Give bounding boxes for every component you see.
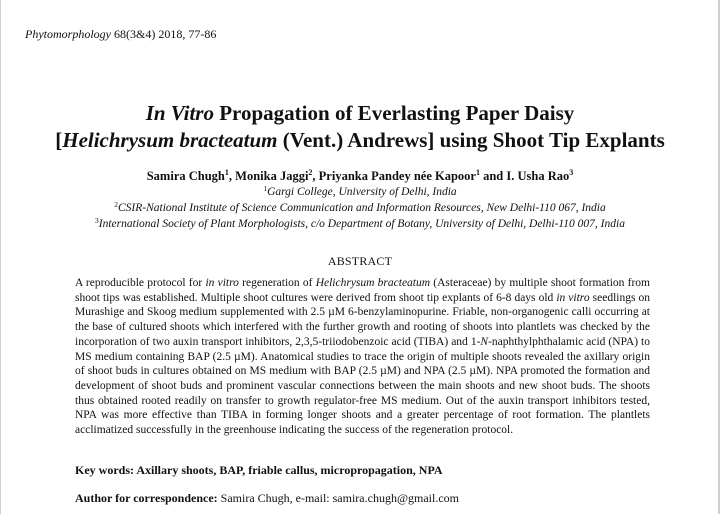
affiliation-mark: 1: [263, 184, 268, 193]
author-affiliation-mark: 2: [308, 168, 313, 177]
title-line-1: [0, 100, 720, 127]
journal-citation: [25, 27, 216, 42]
abstract-italic-term: Helichrysum bracteatum: [315, 277, 431, 289]
title-species: Helichrysum bracteatum: [62, 128, 278, 152]
affiliation-mark: 3: [95, 216, 99, 225]
author: I. Usha Rao: [506, 169, 570, 183]
correspondence: [75, 491, 459, 506]
affiliation-text: International Society of Plant Morphologists, c/o Department of Botany, University of Delhi, Delhi-110 007, India: [98, 218, 625, 230]
author: Monika Jaggi: [235, 169, 309, 183]
journal-name: Phytomorphology: [25, 27, 111, 41]
abstract-italic-term: in vitro: [205, 277, 239, 289]
author: Priyanka Pandey née Kapoor: [318, 169, 476, 183]
title-line-2: [0, 127, 720, 154]
author-affiliation-mark: 3: [569, 168, 574, 177]
paper-title: [0, 100, 720, 154]
correspondence-text: Samira Chugh, e-mail: samira.chugh@gmail.com: [217, 491, 459, 505]
correspondence-label: Author for correspondence:: [75, 491, 218, 505]
author-list: [0, 168, 720, 184]
abstract-italic-term: in vitro: [556, 291, 590, 304]
abstract-text: seedlings on Murashige and Skoog medium supplemented with 2.5 µM 6-benzylaminopurine. Friable, non-organogenic calli occurring at the base of cultured shoots which interfered with the further growth and rooting of shoots into plantlets was checked by the incorporation of two auxin transport inhibitors, 2,3,5-triiodobenzoic acid (TIBA) and 1-: [75, 291, 650, 348]
affiliation-2: [0, 200, 720, 214]
author: Samira Chugh: [146, 169, 225, 183]
affiliation-3: [0, 216, 720, 230]
abstract-italic-term: N: [480, 335, 489, 348]
affiliation-text: Gargi College, University of Delhi, India: [267, 186, 457, 198]
title-in-vitro: In Vitro: [145, 101, 214, 125]
title-line1-rest: Propagation of Everlasting Paper Daisy: [213, 101, 575, 125]
title-line2-rest: (Vent.) Andrews] using Shoot Tip Explants: [277, 128, 665, 152]
title-bracket: [: [55, 128, 63, 152]
affiliation-text: CSIR-National Institute of Science Communication and Information Resources, New Delhi-110 067, India: [118, 202, 606, 214]
affiliation-1: [0, 184, 720, 198]
abstract-text: regeneration of: [238, 277, 316, 289]
author-affiliation-mark: 1: [224, 168, 229, 177]
author-affiliation-mark: 1: [475, 168, 480, 177]
author-separator: ,: [312, 169, 319, 183]
abstract-heading: ABSTRACT: [327, 254, 393, 268]
journal-volume-pages: 68(3&4) 2018, 77-86: [111, 27, 217, 41]
abstract-text: A reproducible protocol for: [75, 277, 206, 289]
abstract-text: -naphthylphthalamic acid (NPA) to MS medium containing BAP (2.5 µM). Anatomical studies to trace the origin of multiple shoots revealed the axillary origin of shoot buds in cultures obtained on MS medium with BAP (2.5 µM) and NPA (2.5 µM). NPA promoted the formation and development of shoot buds and prominent vascular connections between the main shoots and new shoot buds. The shoots thus obtained rooted readily on transfer to growth regulator-free MS medium. Out of the auxin transport inhibitors tested, NPA was more effective than TIBA in forming longer shoots and a greater percentage of root formation. The plantlets acclimatized successfully in the greenhouse indicating the success of the regeneration protocol.: [75, 335, 650, 437]
abstract-body: [75, 276, 650, 438]
keywords: Key words: Axillary shoots, BAP, friable callus, micropropagation, NPA: [75, 463, 443, 477]
author-separator: and: [479, 169, 507, 183]
affiliation-mark: 2: [114, 200, 118, 209]
author-separator: ,: [228, 169, 236, 183]
abstract-text: (Asteraceae) by multiple shoot formation from shoot tips was established. Multiple shoot cultures were derived from shoot tip explants of 6-8 days old: [75, 277, 650, 304]
